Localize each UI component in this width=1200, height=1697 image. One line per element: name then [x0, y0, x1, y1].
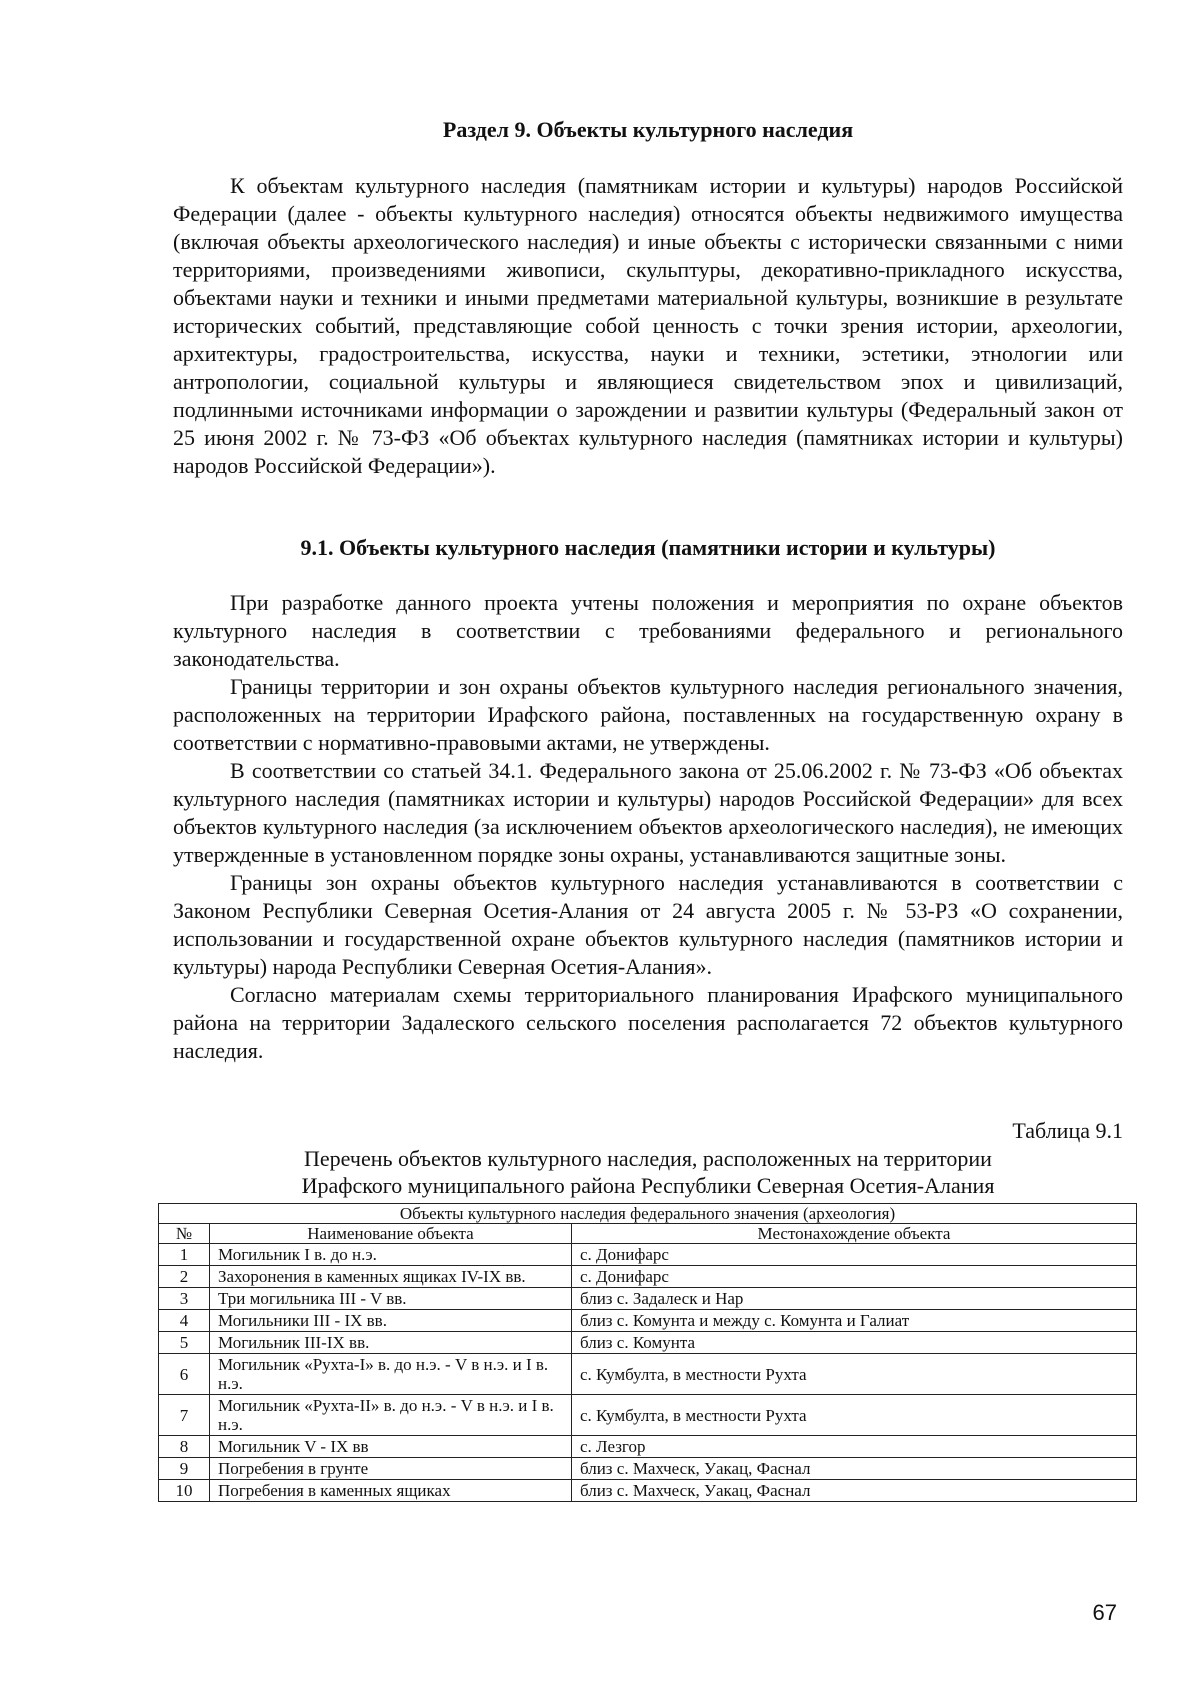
table-caption: [173, 1145, 1123, 1199]
table-row: [159, 1332, 1137, 1354]
object-name: Могильник «Рухта-I» в. до н.э. - V в н.э. и I в. н.э.: [210, 1354, 572, 1395]
row-number: 8: [159, 1436, 210, 1458]
row-number: 2: [159, 1266, 210, 1288]
table-row: [159, 1310, 1137, 1332]
table-row: [159, 1266, 1137, 1288]
object-location: с. Донифарс: [572, 1244, 1137, 1266]
intro-block: [173, 172, 1123, 480]
table-row: [159, 1458, 1137, 1480]
row-number: 5: [159, 1332, 210, 1354]
object-name: Захоронения в каменных ящиках IV-IX вв.: [210, 1266, 572, 1288]
object-location: близ с. Комунта: [572, 1332, 1137, 1354]
object-name: Могильник V - IX вв: [210, 1436, 572, 1458]
object-name: Погребения в каменных ящиках: [210, 1480, 572, 1502]
row-number: 1: [159, 1244, 210, 1266]
table-group-header: Объекты культурного наследия федерального значения (археология): [159, 1204, 1137, 1224]
column-header-number: №: [159, 1224, 210, 1244]
paragraph: При разработке данного проекта учтены положения и мероприятия по охране объектов культурного наследия в соответствии с требованиями федерального и регионального законодательства.: [173, 590, 1123, 671]
row-number: 6: [159, 1354, 210, 1395]
paragraph: Границы зон охраны объектов культурного наследия устанавливаются в соответствии с Законом Республики Северная Осетия-Алания от 24 августа 2005 г. № 53-РЗ «О сохранении, использовании и государственной охране объектов культурного наследия (памятников истории и культуры) народа Республики Северная Осетия-Алания».: [173, 870, 1123, 979]
table-label: Таблица 9.1: [1012, 1118, 1123, 1143]
object-name: Погребения в грунте: [210, 1458, 572, 1480]
page-number: 67: [1092, 1600, 1117, 1625]
table-row: [159, 1244, 1137, 1266]
object-location: с. Лезгор: [572, 1436, 1137, 1458]
row-number: 7: [159, 1395, 210, 1436]
table-caption-line: Ирафского муниципального района Республики Северная Осетия-Алания: [301, 1173, 995, 1198]
row-number: 9: [159, 1458, 210, 1480]
object-location: с. Кумбулта, в местности Рухта: [572, 1395, 1137, 1436]
object-location: близ с. Махческ, Уакац, Фаснал: [572, 1480, 1137, 1502]
object-name: Могильник III-IX вв.: [210, 1332, 572, 1354]
subsection-title: 9.1. Объекты культурного наследия (памятники истории и культуры): [300, 535, 996, 560]
object-location: с. Кумбулта, в местности Рухта: [572, 1354, 1137, 1395]
heritage-table: [158, 1203, 1137, 1502]
table-row: [159, 1436, 1137, 1458]
object-location: близ с. Задалеск и Нар: [572, 1288, 1137, 1310]
paragraph: В соответствии со статьей 34.1. Федерального закона от 25.06.2002 г. № 73-ФЗ «Об объектах культурного наследия (памятниках истории и культуры) народов Российской Федерации» для всех объектов культурного наследия (за исключением объектов археологического наследия), не имеющих утвержденные в установленном порядке зоны охраны, устанавливаются защитные зоны.: [173, 758, 1123, 867]
paragraph: Границы территории и зон охраны объектов культурного наследия регионального значения, расположенных на территории Ирафского района, поставленных на государственную охрану в соответствии с нормативно-правовыми актами, не утверждены.: [173, 674, 1123, 755]
object-name: Могильник I в. до н.э.: [210, 1244, 572, 1266]
section-title: Раздел 9. Объекты культурного наследия: [442, 117, 854, 142]
row-number: 4: [159, 1310, 210, 1332]
intro-paragraph: К объектам культурного наследия (памятникам истории и культуры) народов Российской Федерации (далее - объекты культурного наследия) относятся объекты недвижимого имущества (включая объекты археологического наследия) и иные объекты с исторически связанными с ними территориями, произведениями живописи, скульптуры, декоративно-прикладного искусства, объектами науки и техники и иными предметами материальной культуры, возникшие в результате исторических событий, представляющие собой ценность с точки зрения истории, археологии, архитектуры, градостроительства, искусства, науки и техники, эстетики, этнологии или антропологии, социальной культуры и являющиеся свидетельством эпох и цивилизаций, подлинными источниками информации о зарождении и развитии культуры (Федеральный закон от 25 июня 2002 г. № 73-ФЗ «Об объектах культурного наследия (памятниках истории и культуры) народов Российской Федерации»).: [173, 173, 1123, 478]
table-row: [159, 1395, 1137, 1436]
column-header-name: Наименование объекта: [210, 1224, 572, 1244]
object-name: Три могильника III - V вв.: [210, 1288, 572, 1310]
object-location: с. Донифарс: [572, 1266, 1137, 1288]
object-location: близ с. Махческ, Уакац, Фаснал: [572, 1458, 1137, 1480]
object-location: близ с. Комунта и между с. Комунта и Галиат: [572, 1310, 1137, 1332]
table-caption-line: Перечень объектов культурного наследия, расположенных на территории: [304, 1146, 992, 1171]
row-number: 10: [159, 1480, 210, 1502]
column-header-location: Местонахождение объекта: [572, 1224, 1137, 1244]
object-name: Могильники III - IX вв.: [210, 1310, 572, 1332]
object-name: Могильник «Рухта-II» в. до н.э. - V в н.э. и I в. н.э.: [210, 1395, 572, 1436]
table-row: [159, 1480, 1137, 1502]
body-text-block: [173, 589, 1123, 1065]
table-row: [159, 1354, 1137, 1395]
paragraph: Согласно материалам схемы территориального планирования Ирафского муниципального района на территории Задалеского сельского поселения располагается 72 объектов культурного наследия.: [173, 982, 1123, 1063]
row-number: 3: [159, 1288, 210, 1310]
table-row: [159, 1288, 1137, 1310]
